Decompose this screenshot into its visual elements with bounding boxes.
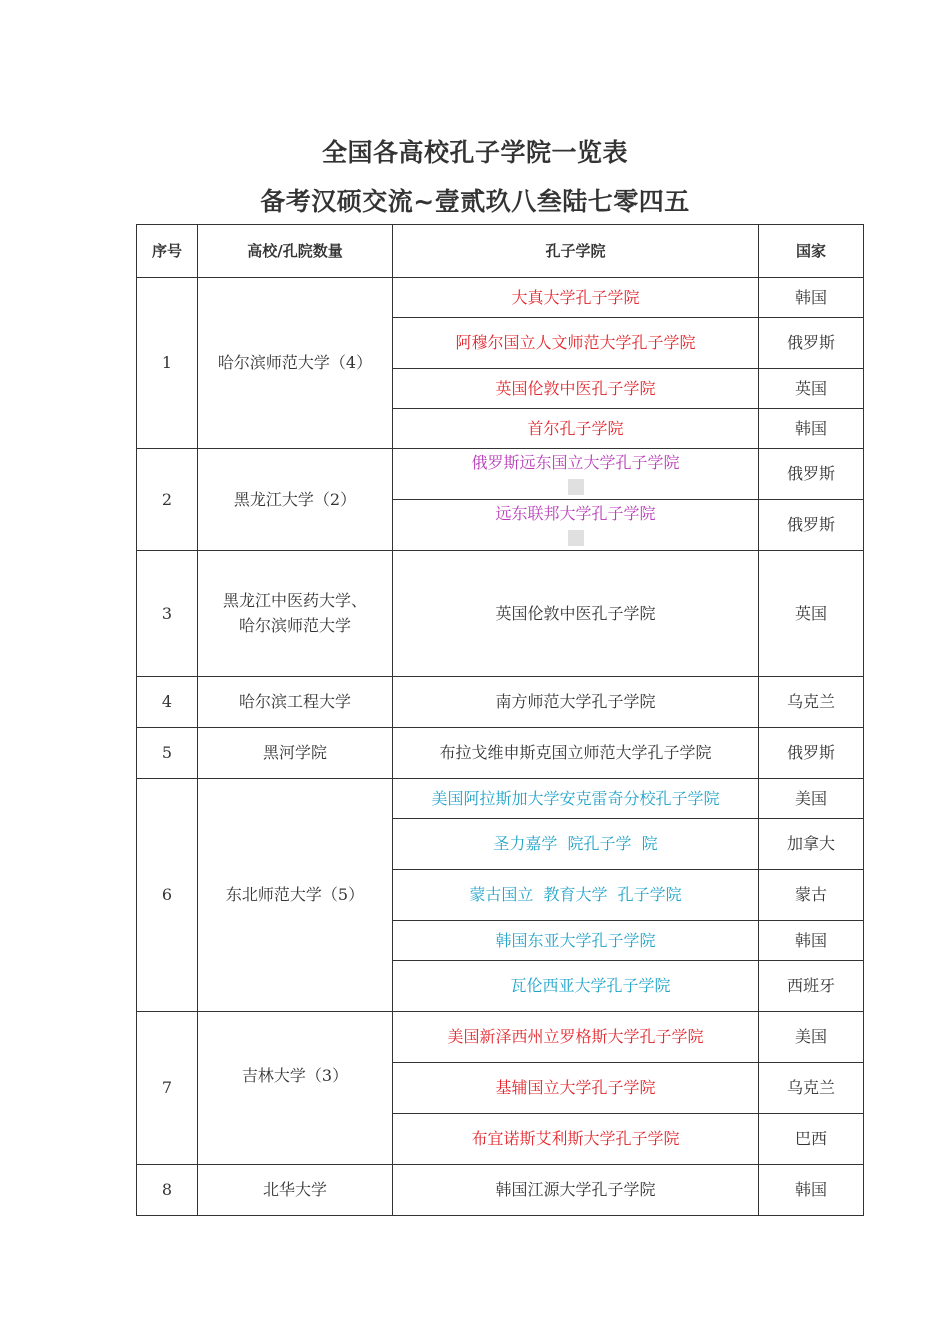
- institute-name: 美国新泽西州立罗格斯大学孔子学院: [393, 1012, 759, 1063]
- row-number: 3: [137, 551, 198, 677]
- institute-name: 蒙古国立 教育大学 孔子学院: [393, 870, 759, 921]
- institute-name: 南方师范大学孔子学院: [393, 677, 759, 728]
- table-row: [137, 677, 864, 728]
- institute-cell: [393, 500, 759, 551]
- school-name: 黑龙江中医药大学、: [222, 591, 367, 610]
- institute-name: 美国阿拉斯加大学安克雷奇分校孔子学院: [393, 779, 759, 819]
- country-name: 英国: [759, 369, 864, 409]
- country-name: 韩国: [759, 278, 864, 318]
- institute-name: 基辅国立大学孔子学院: [393, 1063, 759, 1114]
- institute-name: 阿穆尔国立人文师范大学孔子学院: [393, 318, 759, 369]
- table-row: [137, 1165, 864, 1216]
- table-row: [137, 1012, 864, 1063]
- institute-name: 韩国东亚大学孔子学院: [393, 921, 759, 961]
- school-name: 黑龙江大学（2）: [198, 449, 393, 551]
- row-number: 6: [137, 779, 198, 1012]
- header-no: 序号: [137, 225, 198, 278]
- institute-name: 大真大学孔子学院: [393, 278, 759, 318]
- school-name: 吉林大学（3）: [198, 1012, 393, 1165]
- institute-name: 俄罗斯远东国立大学孔子学院: [471, 453, 680, 472]
- row-number: 4: [137, 677, 198, 728]
- header-country: 国家: [759, 225, 864, 278]
- row-number: 2: [137, 449, 198, 551]
- row-number: 1: [137, 278, 198, 449]
- institute-name: 英国伦敦中医孔子学院: [393, 369, 759, 409]
- country-name: 俄罗斯: [759, 728, 864, 779]
- country-name: 巴西: [759, 1114, 864, 1165]
- row-number: 8: [137, 1165, 198, 1216]
- school-name: 哈尔滨师范大学: [238, 616, 351, 635]
- country-name: 俄罗斯: [759, 318, 864, 369]
- country-name: 韩国: [759, 1165, 864, 1216]
- institute-name: 瓦伦西亚大学孔子学院: [393, 961, 759, 1012]
- institute-name: 圣力嘉学 院孔子学 院: [393, 819, 759, 870]
- page-subtitle: 备考汉硕交流~壹贰玖八叁陆七零四五: [260, 187, 690, 216]
- country-name: 西班牙: [759, 961, 864, 1012]
- page-title: 全国各高校孔子学院一览表: [321, 138, 628, 167]
- country-name: 俄罗斯: [759, 449, 864, 500]
- table-header-row: [137, 225, 864, 278]
- country-name: 美国: [759, 779, 864, 819]
- institute-name: 远东联邦大学孔子学院: [495, 504, 656, 523]
- school-name: 黑河学院: [198, 728, 393, 779]
- header-institute: 孔子学院: [393, 225, 759, 278]
- country-name: 韩国: [759, 409, 864, 449]
- country-name: 蒙古: [759, 870, 864, 921]
- confucius-institute-table: [136, 224, 864, 1216]
- institute-name: 首尔孔子学院: [393, 409, 759, 449]
- row-number: 7: [137, 1012, 198, 1165]
- institute-name: 韩国江源大学孔子学院: [393, 1165, 759, 1216]
- school-name: 东北师范大学（5）: [198, 779, 393, 1012]
- school-name: 北华大学: [198, 1165, 393, 1216]
- school-name: 哈尔滨师范大学（4）: [198, 278, 393, 449]
- header-school: 高校/孔院数量: [198, 225, 393, 278]
- institute-name: 英国伦敦中医孔子学院: [393, 551, 759, 677]
- country-name: 韩国: [759, 921, 864, 961]
- school-name: 哈尔滨工程大学: [198, 677, 393, 728]
- table-row: [137, 779, 864, 819]
- row-number: 5: [137, 728, 198, 779]
- country-name: 乌克兰: [759, 1063, 864, 1114]
- country-name: 美国: [759, 1012, 864, 1063]
- institute-name: 布宜诺斯艾利斯大学孔子学院: [393, 1114, 759, 1165]
- table-row: [137, 551, 864, 677]
- table-row: [137, 728, 864, 779]
- image-placeholder-icon: [568, 479, 584, 495]
- institute-name: 布拉戈维申斯克国立师范大学孔子学院: [393, 728, 759, 779]
- table-row: [137, 449, 864, 500]
- country-name: 俄罗斯: [759, 500, 864, 551]
- country-name: 加拿大: [759, 819, 864, 870]
- country-name: 英国: [759, 551, 864, 677]
- country-name: 乌克兰: [759, 677, 864, 728]
- school-cell: [198, 551, 393, 677]
- table-row: [137, 278, 864, 318]
- institute-cell: [393, 449, 759, 500]
- image-placeholder-icon: [568, 530, 584, 546]
